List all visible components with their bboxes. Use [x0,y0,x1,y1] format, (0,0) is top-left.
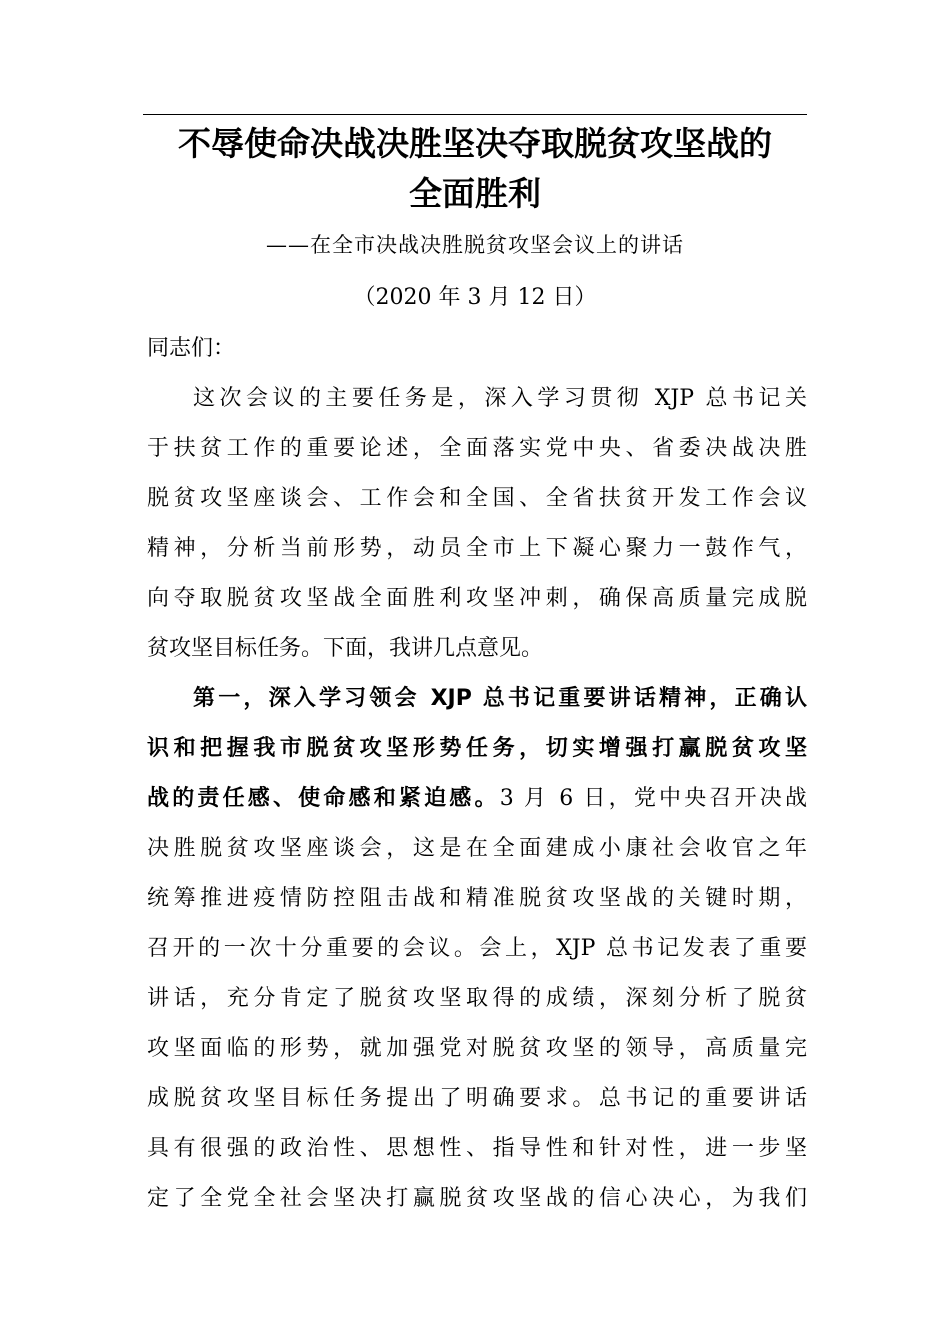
paragraph-1-line: 脱贫攻坚座谈会、工作会和全国、全省扶贫开发工作会议 [147,486,807,511]
paragraph-2-line: 定了全党全社会坚决打赢脱贫攻坚战的信心决心，为我们 [147,1186,807,1211]
paragraph-2-line: 讲话，充分肯定了脱贫攻坚取得的成绩，深刻分析了脱贫 [147,986,807,1011]
document-title-line-1: 不辱使命决战决胜坚决夺取脱贫攻坚战的 [178,124,772,163]
paragraph-2-line: 成脱贫攻坚目标任务提出了明确要求。总书记的重要讲话 [147,1086,807,1111]
paragraph-1-line: 精神，分析当前形势，动员全市上下凝心聚力一鼓作气， [147,536,807,561]
paragraph-1-line: 于扶贫工作的重要论述，全面落实党中央、省委决战决胜 [147,436,807,461]
paragraph-1-line: 向夺取脱贫攻坚战全面胜利攻坚冲刺，确保高质量完成脱 [147,586,807,611]
paragraph-1-line: 贫攻坚目标任务。下面，我讲几点意见。 [147,636,544,661]
salutation: 同志们： [147,336,236,361]
paragraph-2-line: 召开的一次十分重要的会议。会上，XJP 总书记发表了重要 [147,936,807,961]
document-title-line-2: 全面胜利 [409,174,541,213]
header-rule [143,114,807,115]
paragraph-2-heading-line: 第一，深入学习领会 XJP 总书记重要讲话精神，正确认 [193,686,807,711]
paragraph-2-line: 攻坚面临的形势，就加强党对脱贫攻坚的领导，高质量完 [147,1036,807,1061]
paragraph-2-line: 统筹推进疫情防控阻击战和精准脱贫攻坚战的关键时期， [147,886,807,911]
paragraph-2-heading-line: 识和把握我市脱贫攻坚形势任务，切实增强打赢脱贫攻坚 [147,736,807,761]
paragraph-2-line: 决胜脱贫攻坚座谈会，这是在全面建成小康社会收官之年 [147,836,807,861]
paragraph-1-line: 这次会议的主要任务是，深入学习贯彻 XJP 总书记关 [193,386,807,411]
paragraph-2-text-start: 3 月 6 日，党中央召开决战 [499,786,807,811]
paragraph-2-mixed-line [147,782,807,816]
document-subtitle: ——在全市决战决胜脱贫攻坚会议上的讲话 [266,233,684,257]
document-date: （2020 年 3 月 12 日） [353,285,597,310]
paragraph-2-line: 具有很强的政治性、思想性、指导性和针对性，进一步坚 [147,1136,807,1161]
paragraph-2-heading-end: 战的责任感、使命感和紧迫感。 [147,786,500,811]
